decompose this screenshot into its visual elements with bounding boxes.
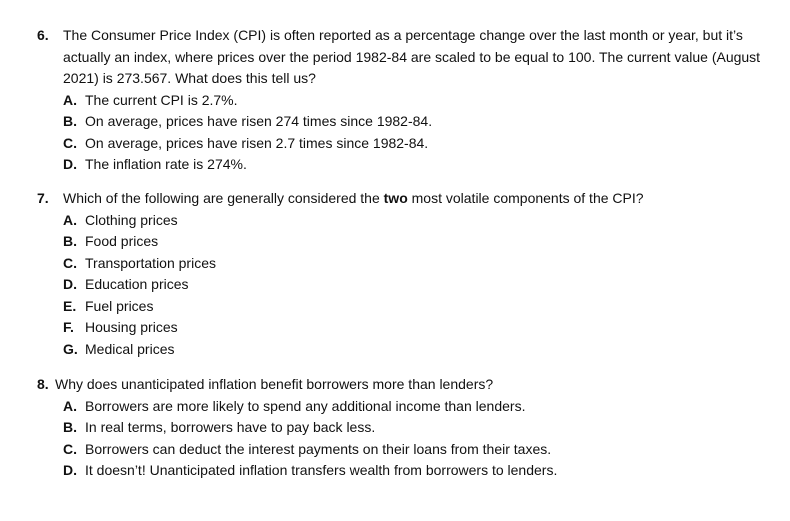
answer-option-a[interactable] [63,90,777,112]
option-text: Medical prices [85,341,175,358]
option-text: Education prices [85,276,189,293]
option-text: On average, prices have risen 274 times since 1982-84. [85,113,433,130]
option-letter: D. [63,276,77,293]
question-text-part: The Consumer Price Index (CPI) is often reported as a percentage change over the last month or year, but it’s actually an index, where prices over the period 1982-84 are scaled to be equal to 100. The current value (August 2021) is 273.567. What does this tell us? [63,27,761,86]
option-letter: A. [63,211,77,228]
option-text: Clothing prices [85,211,178,228]
answer-option-b[interactable] [63,111,777,133]
option-letter: D. [63,462,77,479]
question-8 [37,374,777,482]
answer-options [37,396,777,482]
option-letter: C. [63,134,77,151]
question-number: 7. [37,190,49,206]
question-stem [37,188,777,210]
question-stem: 8. Why does unanticipated inflation benefit borrowers more than lenders? [37,374,777,396]
answer-option-c[interactable] [63,439,777,461]
option-letter: B. [63,419,77,436]
question-text [37,374,777,396]
option-letter: A. [63,397,77,414]
option-text: On average, prices have risen 2.7 times since 1982-84. [85,134,429,151]
option-letter: F. [63,319,74,336]
question-text-emphasis: two [383,190,408,206]
answer-option-b[interactable] [63,417,777,439]
option-letter: C. [63,254,77,271]
answer-option-c[interactable] [63,253,777,275]
question-text-part: Which of the following are generally considered the [63,190,384,206]
answer-option-f[interactable] [63,317,777,339]
question-text [63,25,777,90]
option-letter: C. [63,440,77,457]
question-text [63,188,777,210]
option-text: Borrowers can deduct the interest payments on their loans from their taxes. [85,440,552,457]
answer-option-a[interactable] [63,210,777,232]
answer-option-e[interactable] [63,296,777,318]
answer-options [37,90,777,176]
question-text-part: Why does unanticipated inflation benefit borrowers more than lenders? [55,376,494,392]
option-text: Borrowers are more likely to spend any additional income than lenders. [85,397,526,414]
option-text: Transportation prices [85,254,216,271]
answer-option-g[interactable] [63,339,777,361]
question-stem [37,25,777,90]
answer-option-d[interactable] [63,460,777,482]
answer-option-d[interactable] [63,274,777,296]
question-7 [37,188,777,361]
option-letter: B. [63,113,77,130]
option-letter: D. [63,156,77,173]
option-letter: A. [63,91,77,108]
option-text: It doesn’t! Unanticipated inflation transfers wealth from borrowers to lenders. [85,462,558,479]
option-text: In real terms, borrowers have to pay back less. [85,419,376,436]
answer-options [37,210,777,361]
option-text: The current CPI is 2.7%. [85,91,238,108]
option-letter: E. [63,297,77,314]
option-text: Fuel prices [85,297,154,314]
question-number: 6. [37,27,49,43]
option-text: The inflation rate is 274%. [85,156,247,173]
question-6 [37,25,777,176]
answer-option-b[interactable] [63,231,777,253]
answer-option-d[interactable] [63,154,777,176]
option-text: Food prices [85,233,159,250]
option-letter: B. [63,233,77,250]
answer-option-a[interactable] [63,396,777,418]
option-text: Housing prices [85,319,178,336]
option-letter: G. [63,341,78,358]
answer-option-c[interactable] [63,133,777,155]
question-text-part: most volatile components of the CPI? [407,190,644,206]
